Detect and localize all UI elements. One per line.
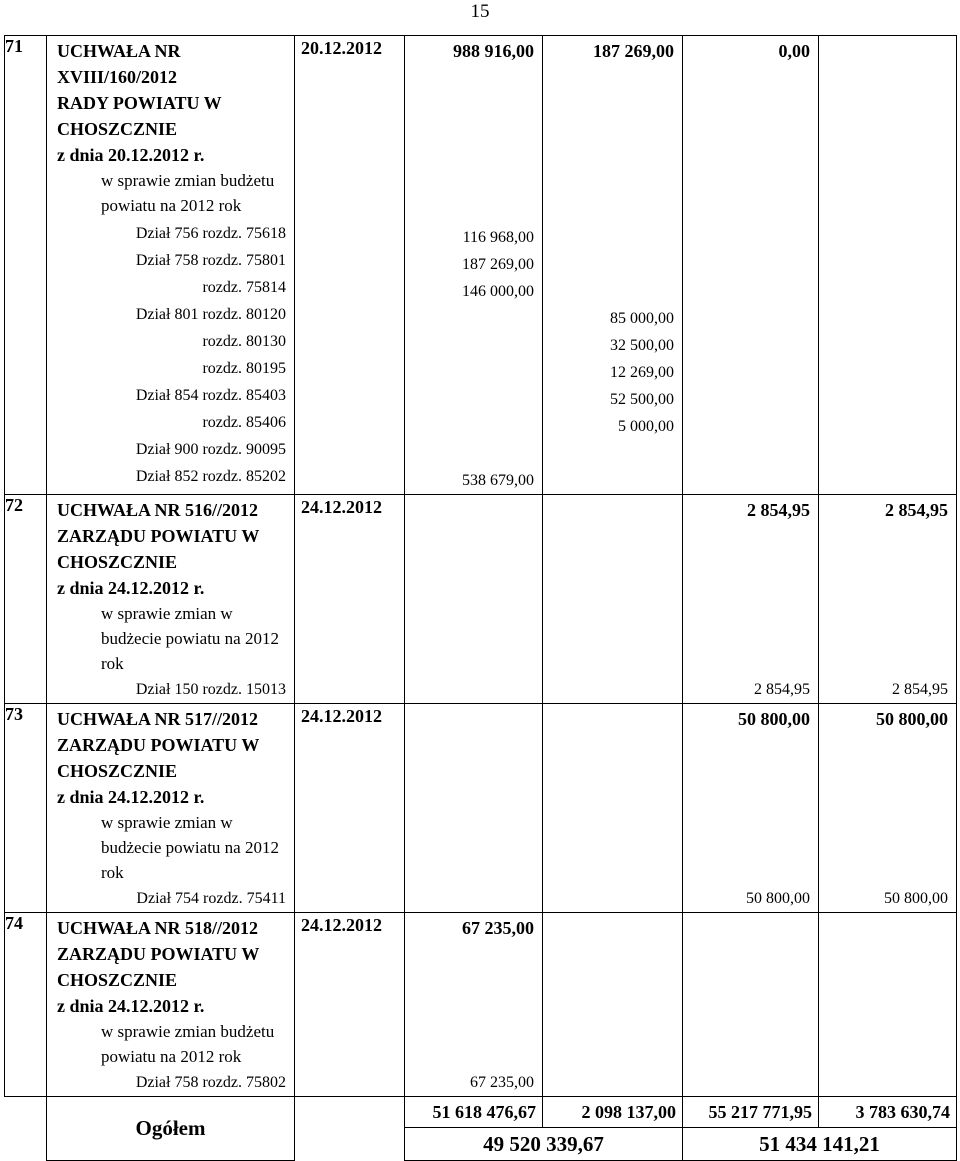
classification-label: Dział 754 rozdz. 75411 bbox=[136, 890, 286, 907]
resolution-description: w sprawie zmian budżetu bbox=[101, 171, 275, 190]
resolution-title-line: z dnia 20.12.2012 r. bbox=[57, 145, 205, 165]
resolution-title-line: CHOSZCZNIE bbox=[57, 970, 178, 990]
resolution-description: rok bbox=[101, 654, 124, 673]
total-value: 49 520 339,67 bbox=[405, 1128, 683, 1161]
totals-label: Ogółem bbox=[47, 1097, 295, 1161]
resolution-date: 20.12.2012 bbox=[301, 38, 382, 58]
resolution-title-line: UCHWAŁA NR 518//2012 bbox=[57, 918, 259, 938]
amount-value: 187 269,00 bbox=[462, 256, 534, 273]
resolution-description: budżecie powiatu na 2012 bbox=[101, 629, 279, 648]
amount-value: 2 854,95 bbox=[754, 681, 810, 698]
amount-value: 0,00 bbox=[778, 41, 810, 61]
date-cell bbox=[295, 495, 405, 704]
resolution-title-line: z dnia 24.12.2012 r. bbox=[57, 787, 205, 807]
amount-cell bbox=[543, 704, 683, 913]
resolution-title-line: z dnia 24.12.2012 r. bbox=[57, 578, 205, 598]
row-number: 71 bbox=[5, 36, 47, 495]
amount-cell bbox=[819, 36, 957, 495]
classification-label: Dział 758 rozdz. 75801 bbox=[135, 252, 286, 269]
amount-cell bbox=[683, 913, 819, 1097]
classification-label: Dział 150 rozdz. 15013 bbox=[135, 681, 286, 698]
resolution-description: w sprawie zmian w bbox=[101, 813, 233, 832]
total-value: 51 434 141,21 bbox=[683, 1128, 957, 1161]
amount-value: 5 000,00 bbox=[618, 418, 674, 435]
resolution-title-line: UCHWAŁA NR 517//2012 bbox=[57, 709, 259, 729]
resolution-title-line: CHOSZCZNIE bbox=[57, 119, 178, 139]
resolution-title-line: ZARZĄDU POWIATU W bbox=[57, 526, 260, 546]
resolution-title-line: RADY POWIATU W bbox=[57, 93, 222, 113]
page-number: 15 bbox=[470, 1, 490, 22]
classification-label: Dział 758 rozdz. 75802 bbox=[135, 1074, 286, 1091]
date-cell bbox=[295, 704, 405, 913]
resolution-cell bbox=[47, 495, 295, 704]
amount-value: 187 269,00 bbox=[593, 41, 674, 61]
resolution-title-line: ZARZĄDU POWIATU W bbox=[57, 944, 260, 964]
resolution-date: 24.12.2012 bbox=[301, 915, 382, 935]
amount-value: 2 854,95 bbox=[885, 500, 948, 520]
amount-cell bbox=[405, 495, 543, 704]
amount-value: 67 235,00 bbox=[470, 1074, 534, 1091]
row-number: 72 bbox=[5, 495, 47, 704]
amount-value: 12 269,00 bbox=[610, 364, 674, 381]
amount-cell bbox=[819, 704, 957, 913]
resolution-cell bbox=[47, 704, 295, 913]
resolution-date: 24.12.2012 bbox=[301, 497, 382, 517]
total-value: 55 217 771,95 bbox=[683, 1097, 819, 1128]
table-row bbox=[5, 913, 957, 1097]
classification-label: Dział 801 rozdz. 80120 bbox=[135, 306, 286, 323]
row-number: 73 bbox=[5, 704, 47, 913]
amount-cell bbox=[683, 704, 819, 913]
amount-cell bbox=[683, 495, 819, 704]
classification-label: Dział 756 rozdz. 75618 bbox=[135, 225, 286, 242]
date-cell bbox=[295, 36, 405, 495]
budget-changes-table bbox=[4, 35, 957, 1161]
amount-value: 116 968,00 bbox=[462, 229, 534, 246]
amount-value: 85 000,00 bbox=[610, 310, 674, 327]
amount-value: 32 500,00 bbox=[610, 337, 674, 354]
amount-value: 146 000,00 bbox=[462, 283, 534, 300]
resolution-description: w sprawie zmian budżetu bbox=[101, 1022, 275, 1041]
resolution-cell bbox=[47, 36, 295, 495]
amount-cell bbox=[405, 704, 543, 913]
resolution-title-line: ZARZĄDU POWIATU W bbox=[57, 735, 260, 755]
total-value: 3 783 630,74 bbox=[819, 1097, 957, 1128]
resolution-date: 24.12.2012 bbox=[301, 706, 382, 726]
amount-cell bbox=[819, 495, 957, 704]
resolution-title-line: XVIII/160/2012 bbox=[57, 67, 178, 87]
amount-value: 50 800,00 bbox=[884, 890, 948, 907]
resolution-title-line: CHOSZCZNIE bbox=[57, 761, 178, 781]
totals-row bbox=[5, 1097, 957, 1128]
table-row bbox=[5, 704, 957, 913]
amount-value: 52 500,00 bbox=[610, 391, 674, 408]
resolution-title-line: z dnia 24.12.2012 r. bbox=[57, 996, 205, 1016]
classification-label: rozdz. 75814 bbox=[202, 279, 286, 296]
resolution-title-line: UCHWAŁA NR bbox=[57, 41, 181, 61]
amount-cell bbox=[405, 913, 543, 1097]
amount-value: 988 916,00 bbox=[453, 41, 534, 61]
amount-cell bbox=[819, 913, 957, 1097]
resolution-description: w sprawie zmian w bbox=[101, 604, 233, 623]
classification-label: Dział 900 rozdz. 90095 bbox=[135, 441, 286, 458]
amount-cell bbox=[405, 36, 543, 495]
amount-value: 2 854,95 bbox=[747, 500, 810, 520]
amount-value: 2 854,95 bbox=[892, 681, 948, 698]
amount-value: 50 800,00 bbox=[738, 709, 810, 729]
date-cell bbox=[295, 913, 405, 1097]
row-number: 74 bbox=[5, 913, 47, 1097]
amount-cell bbox=[543, 495, 683, 704]
resolution-cell bbox=[47, 913, 295, 1097]
resolution-description: rok bbox=[101, 863, 124, 882]
table-row bbox=[5, 495, 957, 704]
classification-label: rozdz. 80130 bbox=[202, 333, 286, 350]
classification-label: Dział 852 rozdz. 85202 bbox=[135, 468, 286, 485]
amount-value: 538 679,00 bbox=[462, 472, 534, 489]
amount-value: 50 800,00 bbox=[876, 709, 948, 729]
classification-label: rozdz. 80195 bbox=[202, 360, 286, 377]
total-value: 2 098 137,00 bbox=[543, 1097, 683, 1128]
classification-label: rozdz. 85406 bbox=[202, 414, 286, 431]
resolution-description: powiatu na 2012 rok bbox=[101, 1047, 242, 1066]
resolution-title-line: CHOSZCZNIE bbox=[57, 552, 178, 572]
table-row bbox=[5, 36, 957, 495]
resolution-title-line: UCHWAŁA NR 516//2012 bbox=[57, 500, 259, 520]
classification-label: Dział 854 rozdz. 85403 bbox=[135, 387, 286, 404]
amount-cell bbox=[543, 36, 683, 495]
resolution-description: powiatu na 2012 rok bbox=[101, 196, 242, 215]
amount-cell bbox=[543, 913, 683, 1097]
amount-value: 67 235,00 bbox=[462, 918, 534, 938]
amount-cell bbox=[683, 36, 819, 495]
resolution-description: budżecie powiatu na 2012 bbox=[101, 838, 279, 857]
amount-value: 50 800,00 bbox=[746, 890, 810, 907]
total-value: 51 618 476,67 bbox=[405, 1097, 543, 1128]
